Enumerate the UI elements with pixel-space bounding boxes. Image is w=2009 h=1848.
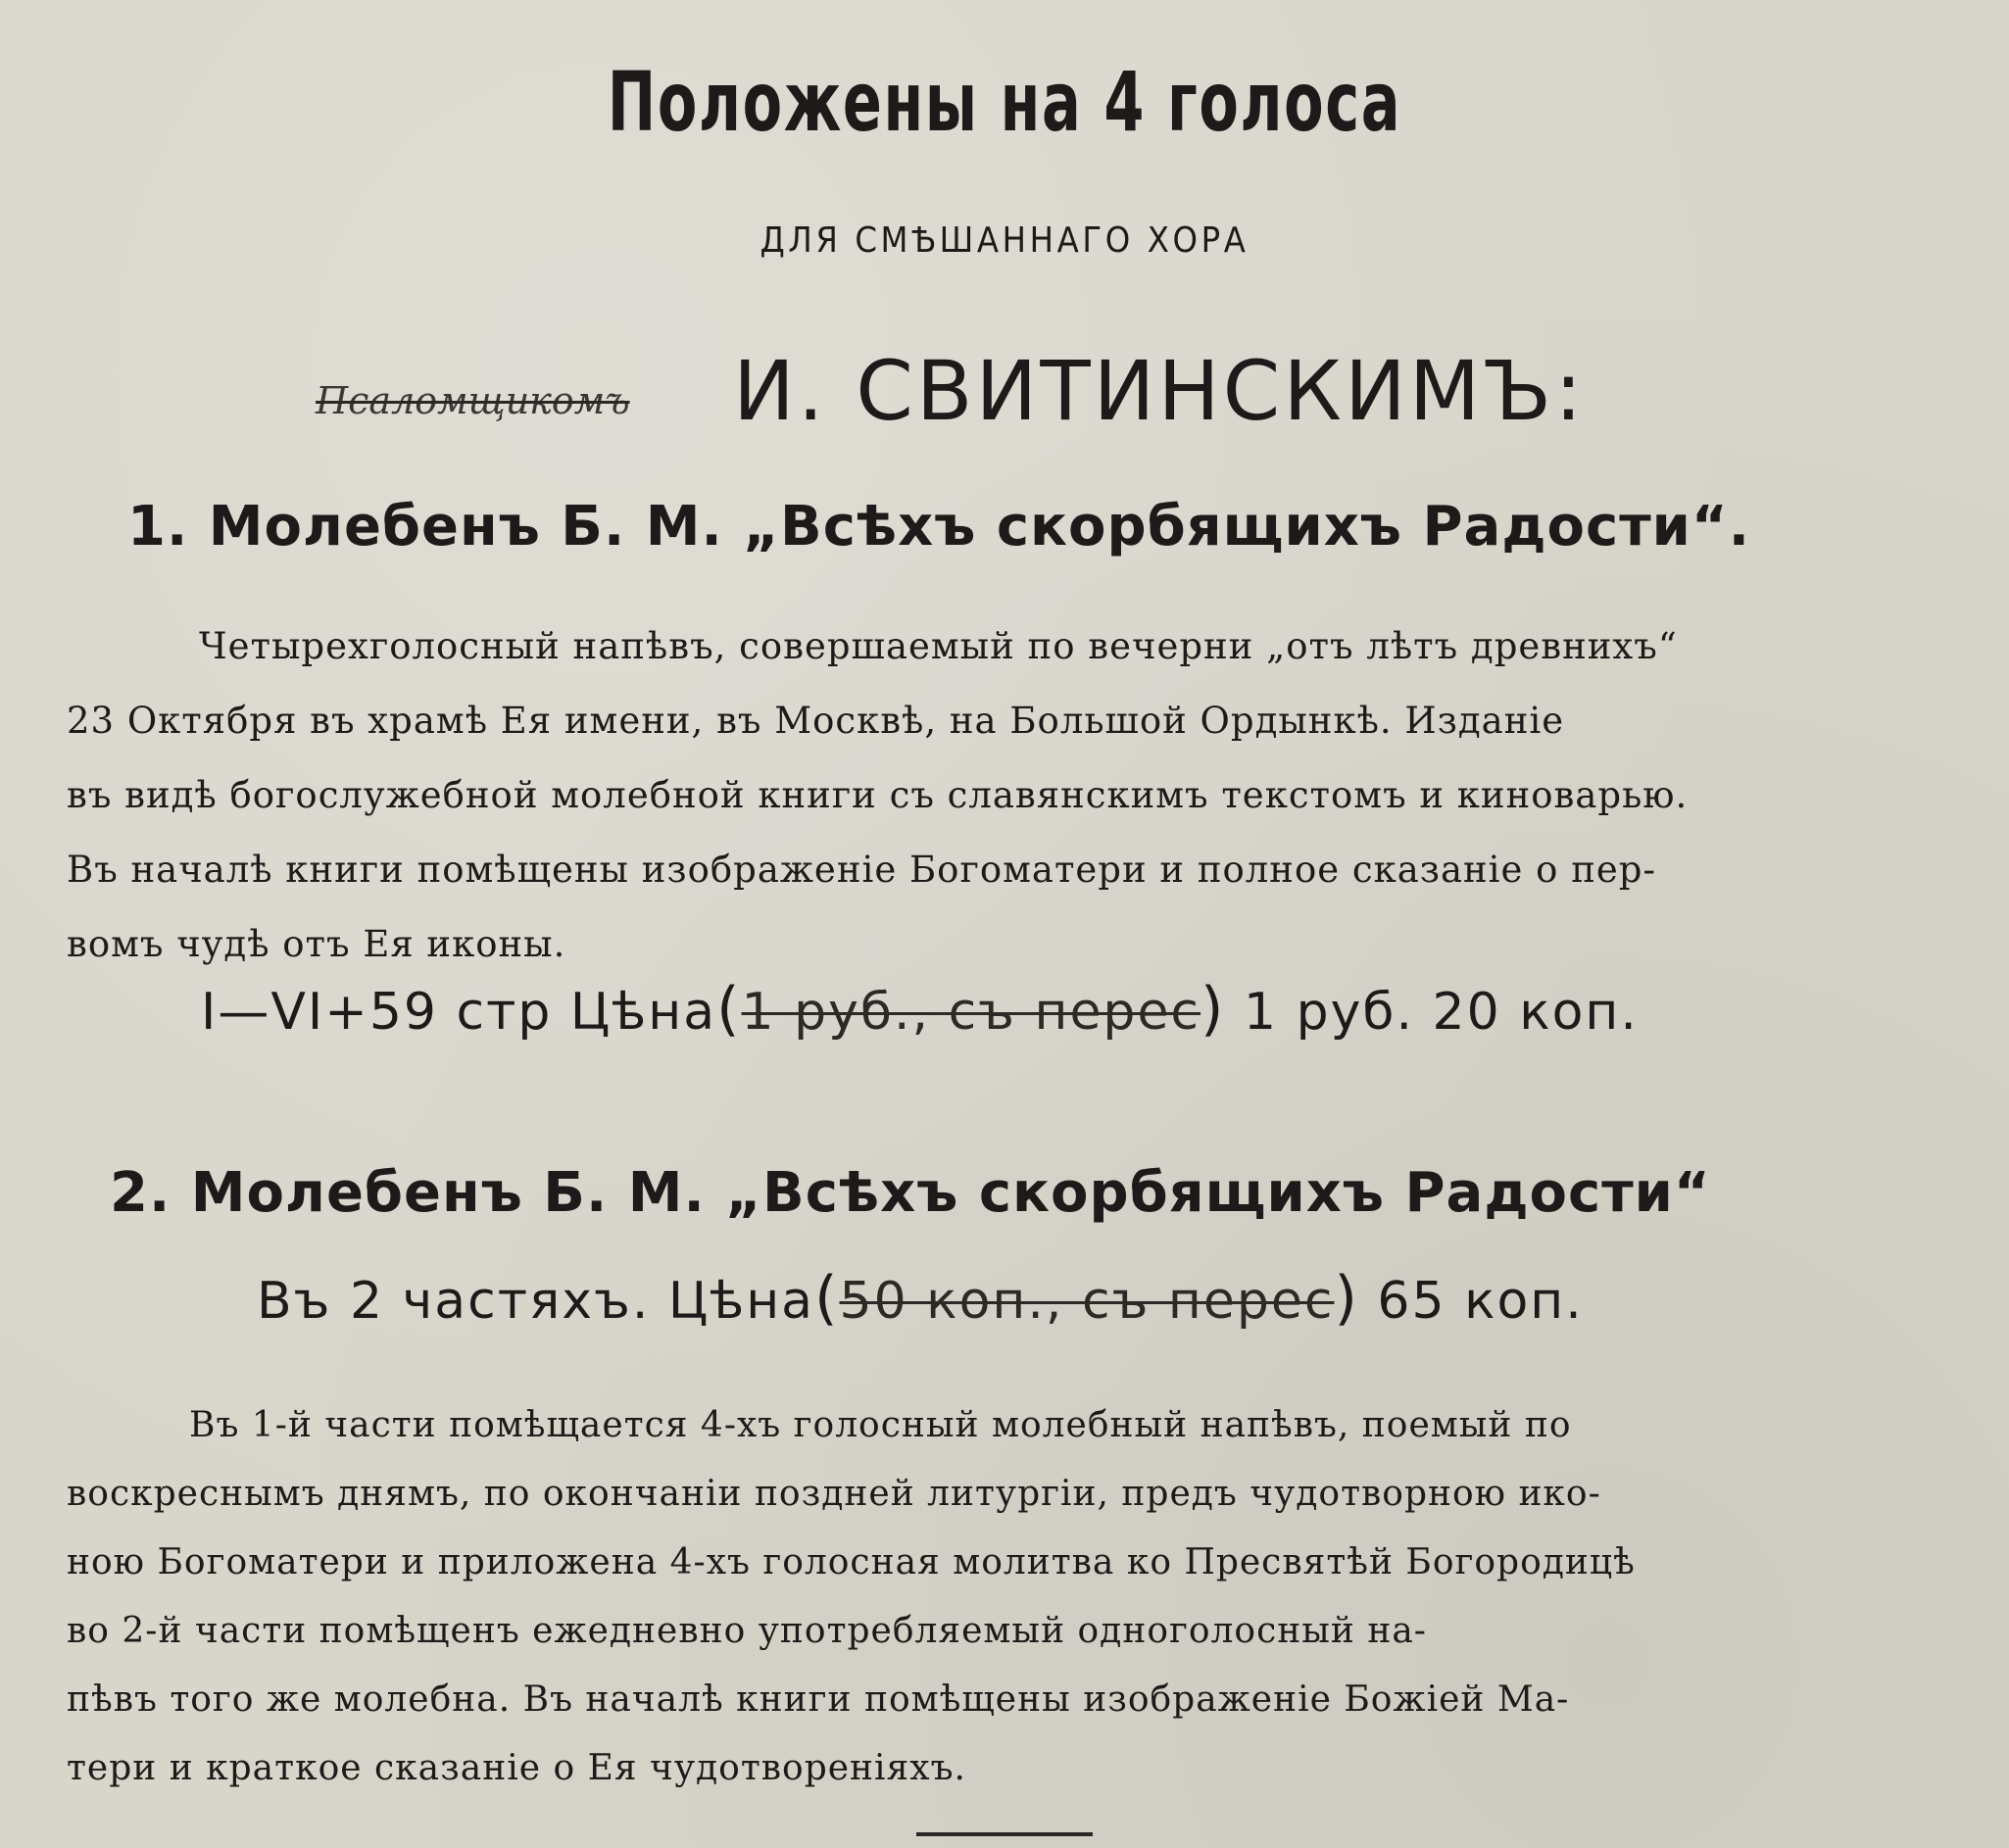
item1-line: Въ началѣ книги помѣщены изображеніе Богоматери и полное сказаніе о пер- (67, 849, 1656, 891)
author-prefix-struck: Псаломщикомъ (316, 379, 630, 422)
item2-line: воскреснымъ днямъ, по окончаніи поздней литургіи, предъ чудотворною ико- (67, 1474, 1601, 1514)
item1-line: Четырехголосный напѣвъ, совершаемый по вечерни „отъ лѣтъ древнихъ“ (199, 625, 1678, 667)
paren-close: ) (1334, 1264, 1359, 1333)
item2-line: во 2-й части помѣщенъ ежедневно употребляемый одноголосный на- (67, 1611, 1427, 1651)
item1-price-prefix: I—VI+59 стр Цѣна (201, 983, 717, 1042)
item1-line: вомъ чудѣ отъ Ея иконы. (67, 923, 566, 965)
item2-price-old: 50 коп., съ перес (839, 1272, 1335, 1331)
paren-open: ( (814, 1264, 840, 1333)
paren-close: ) (1200, 975, 1226, 1044)
author-name: И. СВИТИНСКИМЪ: (733, 343, 1586, 439)
item2-price-prefix: Въ 2 частяхъ. Цѣна (257, 1272, 815, 1331)
item2-line: ною Богоматери и приложена 4-хъ голосная молитва ко Пресвятѣй Богородицѣ (67, 1542, 1636, 1582)
item2-line: тери и краткое сказаніе о Ея чудотвореніяхъ. (67, 1748, 966, 1788)
item2-description (67, 1391, 1958, 1803)
paren-open: ( (716, 975, 742, 1044)
bottom-divider (916, 1832, 1093, 1836)
item1-description (67, 609, 1958, 982)
page-title: Положены на 4 голоса (607, 54, 1402, 150)
item1-price (201, 975, 1639, 1044)
item2-price-new: 65 коп. (1377, 1272, 1584, 1331)
item1-price-old: 1 руб., съ перес (741, 983, 1201, 1042)
item2-line: Въ 1-й части помѣщается 4-хъ голосный молебный напѣвъ, поемый по (189, 1405, 1572, 1445)
item2-heading: 2. Молебенъ Б. М. „Всѣхъ скорбящихъ Радости“ (110, 1161, 1711, 1225)
item1-line: 23 Октября въ храмѣ Ея имени, въ Москвѣ, на Большой Ордынкѣ. Изданіе (67, 700, 1565, 742)
item2-price (257, 1264, 1584, 1333)
item1-line: въ видѣ богослужебной молебной книги съ славянскимъ текстомъ и киноварью. (67, 774, 1689, 816)
item2-line: пѣвъ того же молебна. Въ началѣ книги помѣщены изображеніе Божіей Ма- (67, 1679, 1570, 1720)
item1-price-new: 1 руб. 20 коп. (1243, 983, 1639, 1042)
subtitle: ДЛЯ СМѢШАННАГО ХОРА (760, 220, 1250, 261)
item1-heading: 1. Молебенъ Б. М. „Всѣхъ скорбящихъ Радости“. (127, 495, 1750, 559)
